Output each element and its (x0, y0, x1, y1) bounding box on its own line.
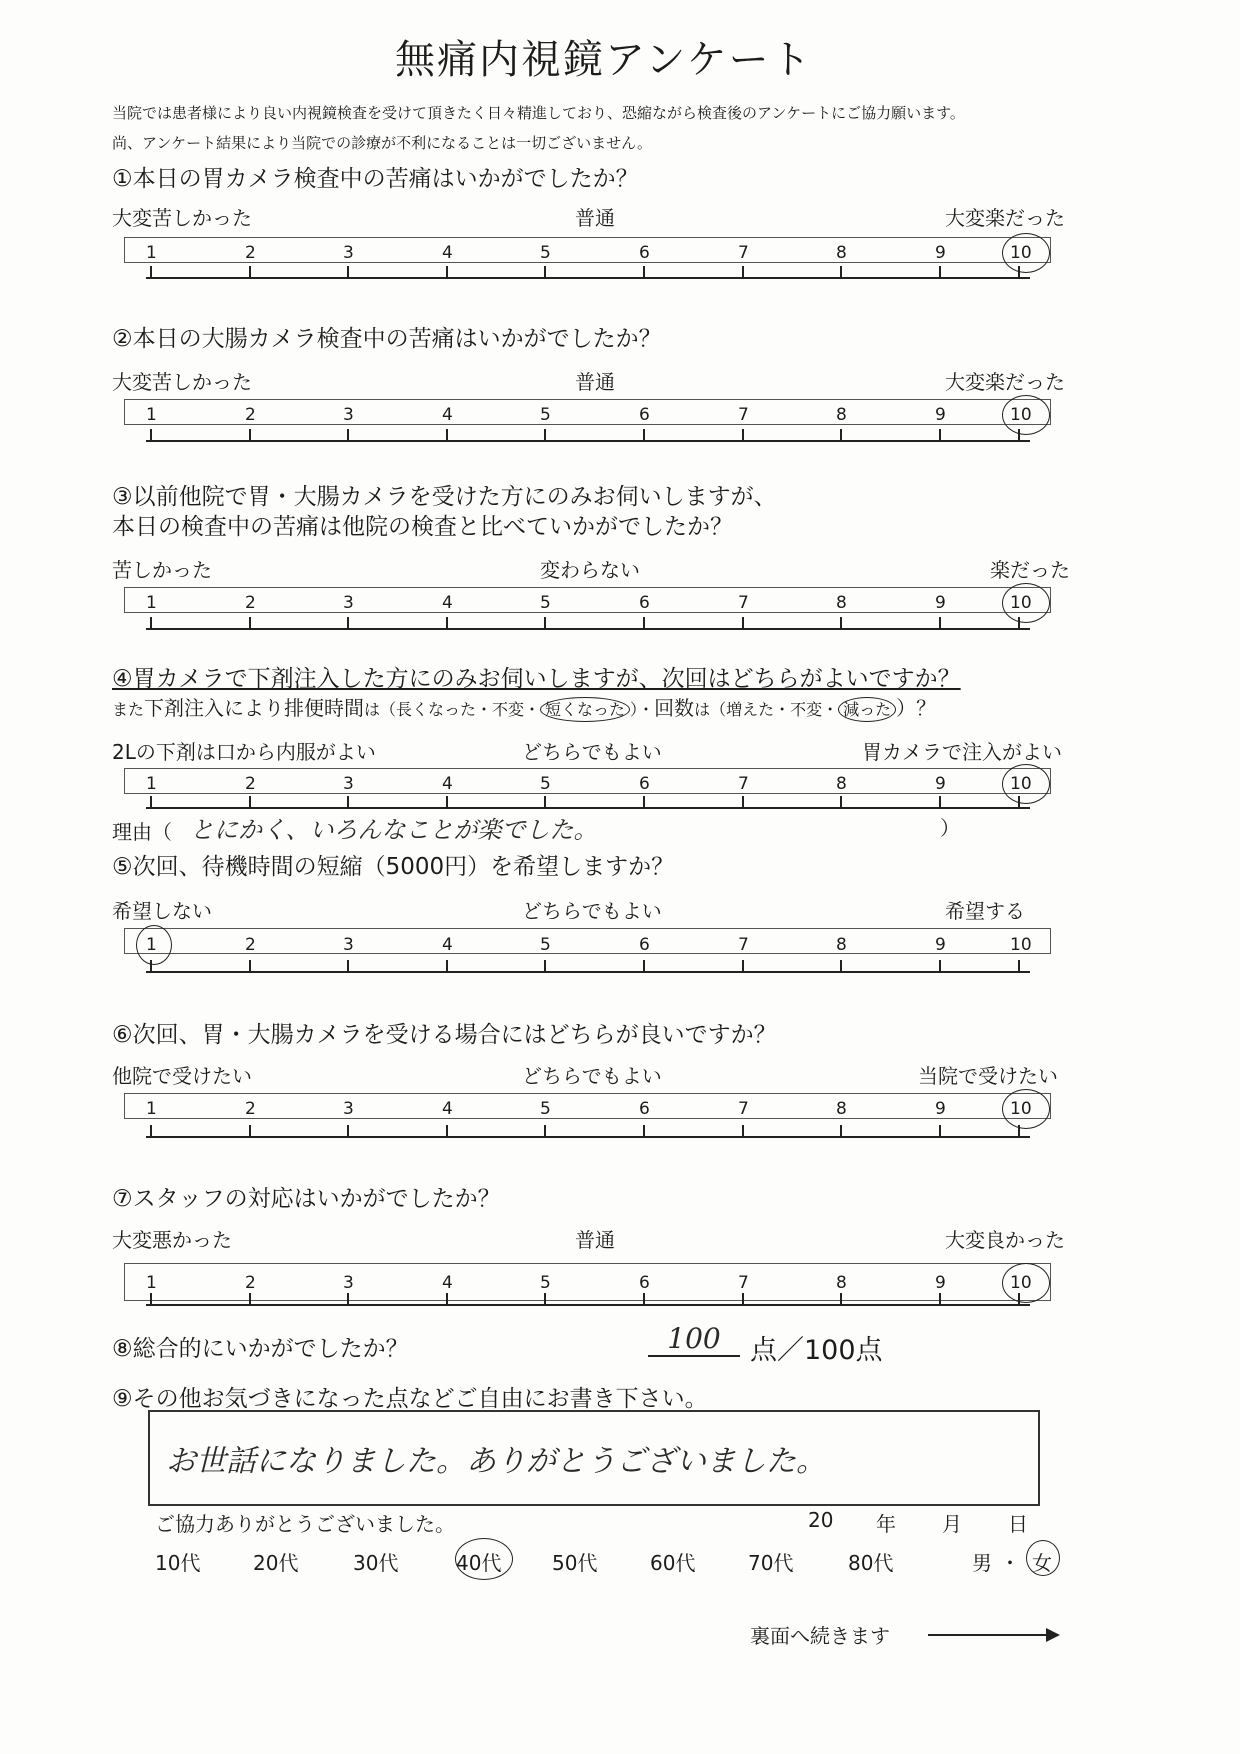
arrow-head-icon (1046, 1628, 1060, 1642)
scale-number[interactable]: 1 (146, 1099, 157, 1119)
age-selected-circle (455, 1538, 513, 1580)
q4-sub-count: 回数 (654, 696, 695, 720)
age-80s[interactable]: 80代 (848, 1551, 894, 1575)
age-60s[interactable]: 60代 (650, 1551, 696, 1575)
q4-sub-sep: ）・ (630, 700, 655, 719)
age-50s[interactable]: 50代 (552, 1551, 598, 1575)
scale-number[interactable]: 2 (245, 593, 256, 613)
page-title: 無痛内視鏡アンケート (395, 37, 813, 83)
scale-number[interactable]: 9 (935, 935, 946, 955)
question-9: ⑨その他お気づきになった点などご自由にお書き下さい。 (112, 1386, 708, 1412)
q4-label-mid: どちらでもよい (522, 740, 662, 764)
q4-sub-also: また (112, 700, 145, 719)
scale-number[interactable]: 8 (836, 243, 847, 263)
question-3-line-2: 本日の検査中の苦痛は他院の検査と比べていかがでしたか？ (112, 514, 733, 540)
ruler-tick (446, 960, 448, 972)
scale-number[interactable]: 4 (442, 1273, 453, 1293)
scale-number[interactable]: 4 (442, 243, 453, 263)
ruler-tick (840, 1293, 842, 1305)
ruler-tick (544, 1293, 546, 1305)
q6-ruler (146, 1124, 1030, 1138)
age-40s[interactable]: 40代 (456, 1551, 502, 1575)
scale-number[interactable]: 10 (1010, 1099, 1032, 1119)
scale-number[interactable]: 10 (1010, 593, 1032, 613)
selected-answer-circle (1002, 233, 1050, 273)
scale-number[interactable]: 1 (146, 405, 157, 425)
ruler-tick (643, 796, 645, 808)
scale-number[interactable]: 6 (639, 243, 650, 263)
scale-number[interactable]: 8 (836, 405, 847, 425)
q4-sub-count-opts: は（増えた・不変・ (694, 700, 839, 719)
scale-number[interactable]: 6 (639, 1099, 650, 1119)
scale-number[interactable]: 9 (935, 1099, 946, 1119)
scale-number[interactable]: 4 (442, 593, 453, 613)
ruler-tick (150, 617, 152, 629)
ruler-tick (446, 1293, 448, 1305)
scale-number[interactable]: 7 (738, 1273, 749, 1293)
ruler-tick (840, 960, 842, 972)
q6-scale-box (124, 1093, 1051, 1119)
ruler-tick (643, 266, 645, 278)
q4-scale-box (124, 768, 1051, 794)
ruler-tick (150, 1293, 152, 1305)
ruler-tick (347, 617, 349, 629)
scale-number[interactable]: 6 (639, 405, 650, 425)
scale-number[interactable]: 8 (836, 774, 847, 794)
q5-label-right: 希望する (945, 899, 1025, 923)
ruler-tick (939, 1125, 941, 1137)
q5-label-left: 希望しない (112, 899, 212, 923)
ruler-tick (249, 1125, 251, 1137)
q7-label-mid: 普通 (575, 1228, 615, 1252)
scale-number[interactable]: 3 (343, 1273, 354, 1293)
age-10s[interactable]: 10代 (155, 1551, 201, 1575)
reason-handwritten: とにかく、いろんなことが楽でした。 (190, 816, 598, 844)
scale-number[interactable]: 3 (343, 405, 354, 425)
ruler-tick (742, 1125, 744, 1137)
scale-number[interactable]: 7 (738, 243, 749, 263)
q8-score-suffix: 点／100点 (750, 1335, 883, 1366)
ruler-tick (446, 1125, 448, 1137)
ruler-tick (840, 266, 842, 278)
q4-subquestion (112, 692, 936, 721)
selected-answer-circle (1002, 764, 1050, 804)
scale-number[interactable]: 6 (639, 774, 650, 794)
ruler-tick (249, 1293, 251, 1305)
q9-comment-handwritten: お世話になりました。ありがとうございました。 (166, 1444, 826, 1479)
ruler-tick (742, 617, 744, 629)
ruler-tick (249, 960, 251, 972)
reason-close: ） (940, 816, 960, 840)
ruler-tick (643, 1125, 645, 1137)
question-8: ⑧総合的にいかがでしたか？ (112, 1336, 409, 1362)
ruler-tick (150, 266, 152, 278)
q8-score-handwritten: 100 (648, 1322, 740, 1357)
scale-number[interactable]: 9 (935, 774, 946, 794)
scale-number[interactable]: 9 (935, 593, 946, 613)
ruler-tick (347, 1125, 349, 1137)
ruler-tick (643, 617, 645, 629)
question-2: ②本日の大腸カメラ検査中の苦痛はいかがでしたか？ (112, 326, 662, 352)
ruler-tick (939, 1293, 941, 1305)
selected-answer-circle (1002, 1263, 1050, 1303)
q1-label-mid: 普通 (575, 206, 615, 230)
scale-number[interactable]: 8 (836, 1273, 847, 1293)
gender-female[interactable]: 女 (1032, 1551, 1052, 1575)
ruler-tick (939, 266, 941, 278)
scale-number[interactable]: 9 (935, 405, 946, 425)
scale-number[interactable]: 3 (343, 1099, 354, 1119)
scale-number[interactable]: 8 (836, 935, 847, 955)
question-7: ⑦スタッフの対応はいかがでしたか？ (112, 1186, 501, 1212)
scale-number[interactable]: 5 (540, 1273, 551, 1293)
ruler-tick (150, 796, 152, 808)
gender-separator: ・ (1000, 1551, 1020, 1575)
scale-number[interactable]: 5 (540, 1099, 551, 1119)
gender-selected-circle (1026, 1540, 1060, 1576)
q4-sub-time-opts: は（長くなった・不変・ (364, 700, 541, 719)
ruler-tick (249, 266, 251, 278)
q4-label-right: 胃カメラで注入がよい (862, 740, 1062, 764)
ruler-tick (446, 266, 448, 278)
selected-answer-circle (1002, 583, 1050, 623)
q3-scale-box (124, 587, 1051, 613)
age-20s[interactable]: 20代 (253, 1551, 299, 1575)
ruler-tick (939, 429, 941, 441)
ruler-tick (840, 617, 842, 629)
q3-label-right: 楽だった (990, 558, 1070, 582)
q2-ruler (146, 428, 1030, 442)
ruler-tick (347, 796, 349, 808)
q2-label-mid: 普通 (575, 370, 615, 394)
ruler-tick (840, 796, 842, 808)
scale-number[interactable]: 7 (738, 774, 749, 794)
selected-answer-circle (136, 925, 172, 965)
ruler-tick (150, 1125, 152, 1137)
scale-number[interactable]: 9 (935, 1273, 946, 1293)
intro-line-1: 当院では患者様により良い内視鏡検査を受けて頂きたく日々精進しており、恐縮ながら検査後のアンケートにご協力願います。 (112, 104, 965, 122)
q7-ruler (146, 1292, 1030, 1306)
ruler-tick (1018, 960, 1020, 972)
question-3-line-1: ③以前他院で胃・大腸カメラを受けた方にのみお伺いしますが、 (112, 484, 777, 510)
ruler-tick (446, 796, 448, 808)
gender-male[interactable]: 男 (972, 1551, 992, 1575)
scale-number[interactable]: 2 (245, 405, 256, 425)
q7-label-left: 大変悪かった (112, 1228, 232, 1252)
question-4: ④胃カメラで下剤注入した方にのみお伺いしますが、次回はどちらがよいですか？ (112, 666, 961, 692)
age-30s[interactable]: 30代 (353, 1551, 399, 1575)
scale-number[interactable]: 3 (343, 243, 354, 263)
scale-number[interactable]: 3 (343, 935, 354, 955)
ruler-tick (446, 617, 448, 629)
scale-number[interactable]: 1 (146, 935, 157, 955)
ruler-tick (347, 1293, 349, 1305)
ruler-tick (742, 266, 744, 278)
scale-number[interactable]: 3 (343, 774, 354, 794)
scale-number[interactable]: 3 (343, 593, 354, 613)
scale-number[interactable]: 4 (442, 405, 453, 425)
arrow-right-icon (928, 1634, 1048, 1636)
thanks-text: ご協力ありがとうございました。 (155, 1512, 455, 1536)
ruler-tick (742, 796, 744, 808)
ruler-tick (544, 796, 546, 808)
scale-number[interactable]: 2 (245, 774, 256, 794)
ruler-tick (840, 429, 842, 441)
ruler-tick (939, 960, 941, 972)
ruler-tick (347, 266, 349, 278)
scale-number[interactable]: 2 (245, 1273, 256, 1293)
question-5: ⑤次回、待機時間の短縮（5000円）を希望しますか？ (112, 854, 675, 880)
ruler-tick (544, 960, 546, 972)
scale-number[interactable]: 2 (245, 1099, 256, 1119)
scale-number[interactable]: 5 (540, 774, 551, 794)
scale-number[interactable]: 7 (738, 405, 749, 425)
scale-number[interactable]: 10 (1010, 935, 1032, 955)
scale-number[interactable]: 5 (540, 243, 551, 263)
q2-scale-box (124, 399, 1051, 425)
q4-sub-time-selected: 短くなった (540, 697, 630, 722)
q6-label-right: 当院で受けたい (918, 1064, 1058, 1088)
ruler-tick (643, 429, 645, 441)
q1-ruler (146, 265, 1030, 279)
scale-number[interactable]: 7 (738, 593, 749, 613)
q3-label-left: 苦しかった (112, 558, 212, 582)
scale-number[interactable]: 6 (639, 1273, 650, 1293)
q6-label-mid: どちらでもよい (522, 1064, 662, 1088)
q3-ruler (146, 616, 1030, 630)
ruler-tick (742, 429, 744, 441)
q1-label-left: 大変苦しかった (112, 206, 252, 230)
scale-number[interactable]: 2 (245, 243, 256, 263)
scale-number[interactable]: 6 (639, 593, 650, 613)
ruler-tick (840, 1125, 842, 1137)
ruler-tick (347, 429, 349, 441)
q4-sub-count-selected: 減った (838, 697, 896, 722)
date-day-unit: 日 (1008, 1512, 1028, 1536)
ruler-tick (249, 796, 251, 808)
scale-number[interactable]: 1 (146, 1273, 157, 1293)
q4-sub-end: ）？ (896, 696, 937, 720)
selected-answer-circle (1002, 1089, 1050, 1129)
ruler-tick (544, 429, 546, 441)
scale-number[interactable]: 6 (639, 935, 650, 955)
ruler-tick (544, 266, 546, 278)
q5-ruler (146, 959, 1030, 973)
q3-label-mid: 変わらない (540, 558, 640, 582)
q2-label-right: 大変楽だった (945, 370, 1065, 394)
question-1: ①本日の胃カメラ検査中の苦痛はいかがでしたか？ (112, 166, 639, 192)
q4-sub-time: 下剤注入により排便時間 (144, 696, 365, 720)
q2-label-left: 大変苦しかった (112, 370, 252, 394)
age-70s[interactable]: 70代 (748, 1551, 794, 1575)
q7-label-right: 大変良かった (945, 1228, 1065, 1252)
q6-label-left: 他院で受けたい (112, 1064, 252, 1088)
scale-number[interactable]: 7 (738, 1099, 749, 1119)
scale-number[interactable]: 1 (146, 243, 157, 263)
intro-line-2: 尚、アンケート結果により当院での診療が不利になることは一切ございません。 (112, 134, 653, 152)
reason-label: 理由（ (112, 820, 172, 844)
ruler-tick (249, 617, 251, 629)
scale-number[interactable]: 1 (146, 774, 157, 794)
scale-number[interactable]: 1 (146, 593, 157, 613)
scale-number[interactable]: 10 (1010, 774, 1032, 794)
scale-number[interactable]: 10 (1010, 405, 1032, 425)
scale-number[interactable]: 10 (1010, 243, 1032, 263)
q4-label-left: 2Lの下剤は口から内服がよい (112, 740, 376, 764)
scale-number[interactable]: 9 (935, 243, 946, 263)
q1-label-right: 大変楽だった (945, 206, 1065, 230)
scale-number[interactable]: 4 (442, 935, 453, 955)
scale-number[interactable]: 8 (836, 593, 847, 613)
ruler-tick (742, 1293, 744, 1305)
ruler-tick (939, 796, 941, 808)
ruler-tick (742, 960, 744, 972)
question-6: ⑥次回、胃・大腸カメラを受ける場合にはどちらが良いですか？ (112, 1022, 777, 1048)
scale-number[interactable]: 4 (442, 774, 453, 794)
ruler-tick (939, 617, 941, 629)
scale-number[interactable]: 7 (738, 935, 749, 955)
date-month-unit: 月 (942, 1512, 962, 1536)
scale-number[interactable]: 5 (540, 593, 551, 613)
ruler-tick (544, 1125, 546, 1137)
q5-label-mid: どちらでもよい (522, 899, 662, 923)
scale-number[interactable]: 5 (540, 935, 551, 955)
scale-number[interactable]: 10 (1010, 1273, 1032, 1293)
scale-number[interactable]: 4 (442, 1099, 453, 1119)
ruler-tick (643, 1293, 645, 1305)
q1-scale-box (124, 237, 1051, 263)
ruler-tick (249, 429, 251, 441)
q4-ruler (146, 795, 1030, 809)
ruler-tick (150, 429, 152, 441)
ruler-tick (347, 960, 349, 972)
date-year-unit: 年 (876, 1512, 896, 1536)
selected-answer-circle (1002, 395, 1050, 435)
continued-on-back: 裏面へ続きます (750, 1624, 890, 1648)
ruler-tick (446, 429, 448, 441)
ruler-tick (544, 617, 546, 629)
date-year-prefix: 20 (808, 1508, 834, 1532)
ruler-tick (643, 960, 645, 972)
scale-number[interactable]: 2 (245, 935, 256, 955)
q5-scale-box (124, 928, 1051, 954)
scale-number[interactable]: 8 (836, 1099, 847, 1119)
scale-number[interactable]: 5 (540, 405, 551, 425)
